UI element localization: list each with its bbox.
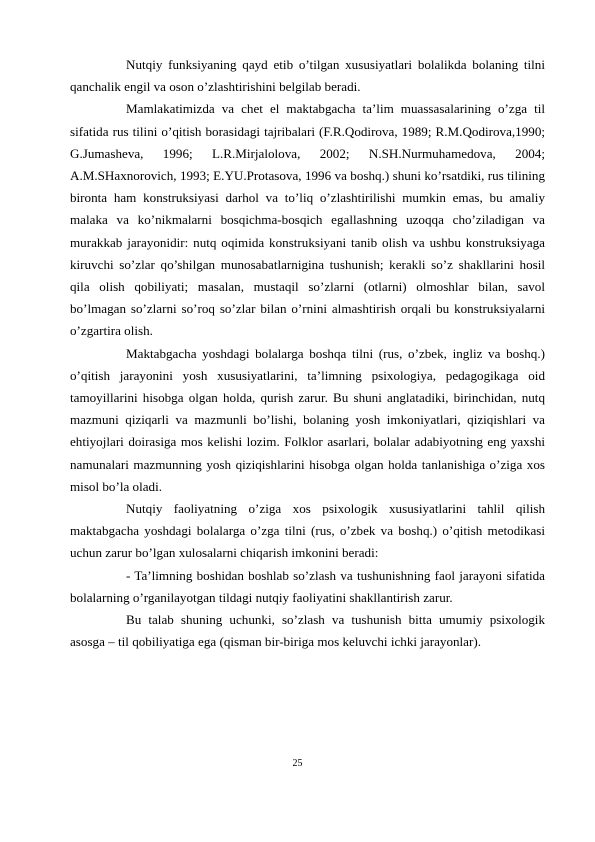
paragraph-2: Mamlakatimizda va chet el maktabgacha ta’lim muassasalarining o’zga til sifatida rus tilini o’qitish borasidagi tajribalari (F.R.Qodirova, 1989; R.M.Qodirova,1990; G.Jumasheva, 1996; L.R.Mirjalolova, 2002; N.SH.Nurmuhamedova, 2004; A.M.SHaxnorovich, 1993; E.YU.Protasova, 1996 va boshq.) shuni ko’rsatdiki, rus tilining bironta ham konstruksiyasi darhol va to’liq o’zlashtirilishi mumkin emas, bu amaliy malaka va ko’nikmalarni bosqichma-bosqich egallashning uzoqqa cho’ziladigan va murakkab jarayonidir: nutq oqimida konstruksiyani tanib olish va ushbu konstruksiyaga kiruvchi so’zlar qo’shilgan munosabatlarnigina tushunish; kerakli so’z shakllarini hosil qila olish qobiliyati; masalan, mustaqil so’zlarni (otlarni) olmoshlar bilan, savol bo’lmagan so’zlarni so’roq so’zlar bilan o’rnini almashtirish orqali bu konstruksiyalarni o’zgartira olish.: [70, 101, 545, 339]
page-number: 25: [292, 758, 303, 769]
paragraph-3: Maktabgacha yoshdagi bolalarga boshqa tilni (rus, o’zbek, ingliz va boshq.) o’qitish jarayonini yosh xususiyatlarini, ta’limning psixologiya, pedagogikaga oid tamoyillarini hisobga olgan holda, qurish zarur. Bu shuni anglatadiki, birinchidan, nutq mazmuni qiziqarli va mazmunli bo’lishi, bolaning yosh imkoniyatlari, qiziqishlari va ehtiyojlari doirasiga mos kelishi lozim. Folklor asarlari, bolalar adabiyotning eng yaxshi namunalari mazmunning yosh qiziqishlarini hisobga olgan holda tanlanishiga o’ziga xos misol bo’la oladi.: [70, 345, 545, 494]
paragraph-6: Bu talab shuning uchunki, so’zlash va tushunish bitta umumiy psixologik asosga – til qobiliyatiga ega (qisman bir-biriga mos keluvchi ichki jarayonlar).: [70, 612, 545, 650]
paragraph-4: Nutqiy faoliyatning o’ziga xos psixologik xususiyatlarini tahlil qilish maktabgacha yoshdagi bolalarga o’zga tilni (rus, o’zbek va boshq.) o’qitish metodikasi uchun zarur bo’lgan xulosalarni chiqarish imkonini beradi:: [70, 501, 545, 561]
document-page: [70, 54, 545, 653]
paragraph-5: - Ta’limning boshidan boshlab so’zlash va tushunishning faol jarayoni sifatida bolalarning o’rganilayotgan tildagi nutqiy faoliyatini shakllantirish zarur.: [70, 567, 545, 605]
paragraph-1: Nutqiy funksiyaning qayd etib o’tilgan xususiyatlari bolalikda bolaning tilni qanchalik engil va oson o’zlashtirishini belgilab beradi.: [70, 57, 545, 95]
